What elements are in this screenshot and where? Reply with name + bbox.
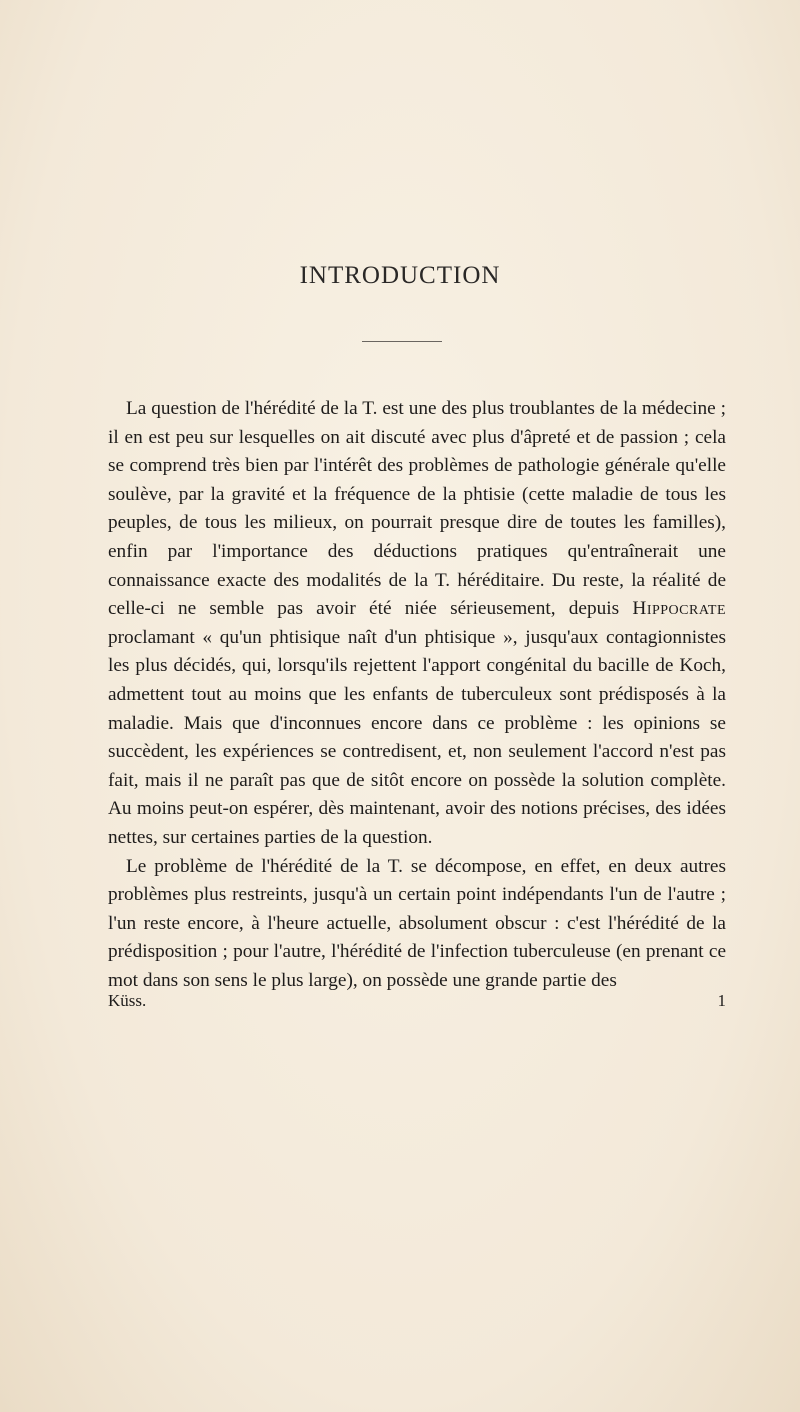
heading-rule [362, 341, 442, 342]
signature-mark: Küss. [108, 991, 147, 1010]
paragraph-2: Le problème de l'hérédité de la T. se décompose, en effet, en deux autres problèmes plus restreints, jusqu'à un certain point indépendants l'un de l'autre ; l'un reste encore, à l'heure actuelle, absolument obscur : c'est l'hérédité de la prédisposition ; pour l'autre, l'hérédité de l'infection tuberculeuse (en prenant ce mot dans son sens le plus large), on possède une grande partie des [108, 855, 726, 991]
paragraph-1 [108, 395, 726, 853]
paragraph-1-end: proclamant « qu'un phtisique naît d'un phtisique », jusqu'aux contagionnistes les plus décidés, qui, lorsqu'ils rejettent l'apport congénital du bacille de Koch, admettent tout au moins que les enfants de tuberculeux sont prédisposés à la maladie. Mais que d'inconnues encore dans ce problème : les opinions se succèdent, les expériences se contredisent, et, non seulement l'accord n'est pas fait, mais il ne paraît pas que de sitôt encore on possède la solution complète. Au moins peut-on espérer, dès maintenant, avoir des notions précises, des idées nettes, sur certaines parties de la question. [108, 626, 726, 848]
author-name: Hippocrate [632, 598, 726, 620]
body-text [108, 395, 726, 995]
chapter-heading: INTRODUCTION [299, 262, 501, 289]
paragraph-1-start: La question de l'hérédité de la T. est une des plus troublantes de la médecine ; il en est peu sur lesquelles on ait discuté avec plus d'âpreté et de passion ; cela se comprend très bien par l'intérêt des problèmes de pathologie générale qu'elle soulève, par la gravité et la fréquence de la phtisie (cette maladie de tous les peuples, de tous les milieux, on pourrait presque dire de toutes les familles), enfin par l'importance des déductions pratiques qu'entraînerait une connaissance exacte des modalités de la T. héréditaire. Du reste, la réalité de celle-ci ne semble pas avoir été niée sérieusement, depuis [108, 398, 726, 620]
sheet-number: 1 [717, 991, 726, 1010]
